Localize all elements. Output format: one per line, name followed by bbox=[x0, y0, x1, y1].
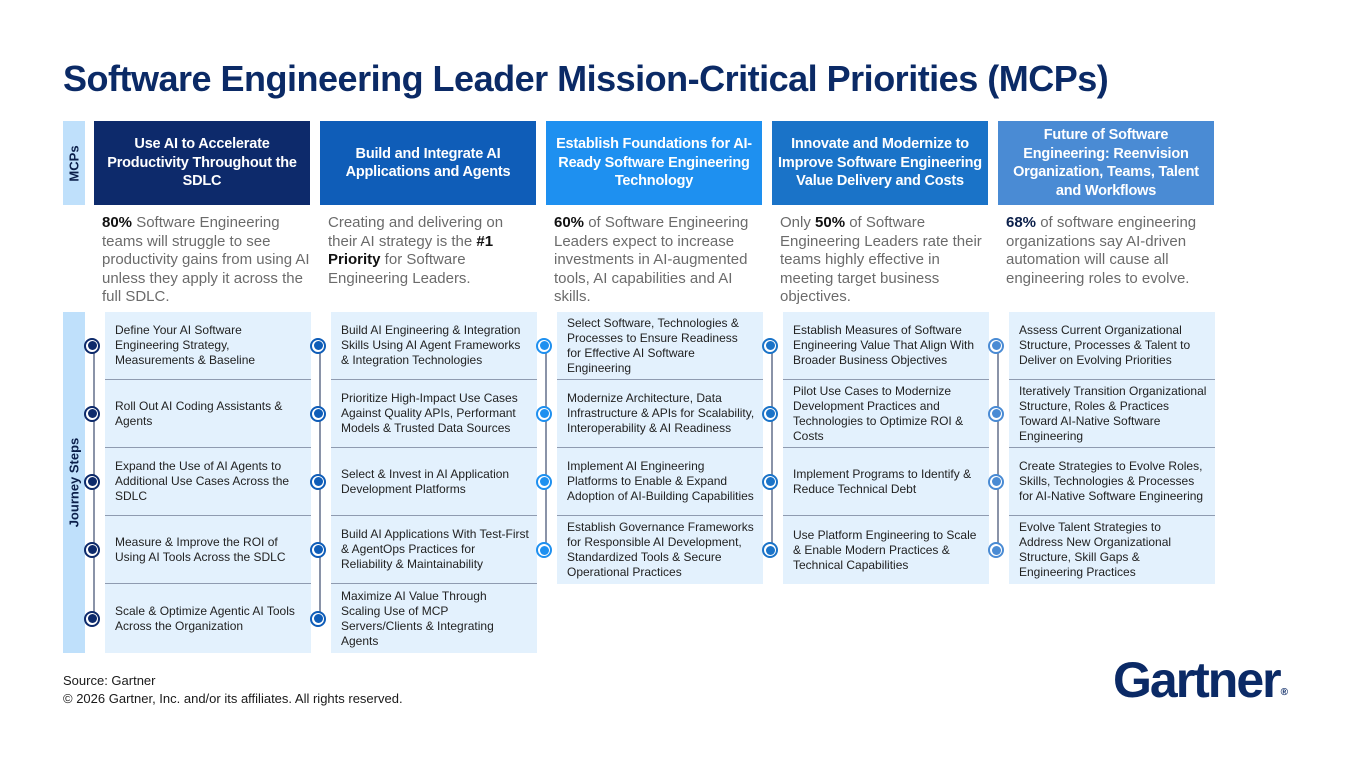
timeline-dot-icon bbox=[988, 542, 1004, 558]
journey-step bbox=[105, 584, 311, 653]
timeline-dot-icon bbox=[762, 542, 778, 558]
journey-step-text: Roll Out AI Coding Assistants & Agents bbox=[115, 398, 283, 428]
stat-prefix: Creating and delivering on their AI strategy is the bbox=[328, 214, 504, 250]
journey-steps-column-3 bbox=[537, 312, 763, 584]
mcp-statistic bbox=[772, 214, 988, 312]
journey-steps-column-4 bbox=[763, 312, 989, 584]
journey-step-text: Iteratively Transition Organizational Structure, Roles & Practices Toward AI-Native Software Engineering bbox=[1019, 383, 1207, 443]
journey-step bbox=[783, 448, 989, 516]
stat-text: of Software Engineering Leaders rate their teams highly effective in meeting target business objectives. bbox=[780, 214, 982, 305]
mcp-statistic bbox=[546, 214, 762, 312]
journey-step bbox=[331, 448, 537, 516]
journey-step-text: Select Software, Technologies & Processes to Ensure Readiness for Effective AI Software Engineering bbox=[567, 315, 739, 375]
stat-text: Software Engineering teams will struggle to see productivity gains from using AI unless they apply it across the full SDLC. bbox=[102, 214, 310, 305]
journey-steps-row-label bbox=[63, 312, 85, 653]
journey-step-text: Establish Measures of Software Engineering Value That Align With Broader Business Objectives bbox=[793, 323, 975, 367]
journey-step bbox=[105, 448, 311, 516]
mcp-statistic bbox=[94, 214, 310, 312]
timeline-line bbox=[771, 346, 773, 550]
journey-step-text: Establish Governance Frameworks for Responsible AI Development, Standardized Tools & Secure Operational Practices bbox=[567, 520, 754, 579]
journey-step-text: Build AI Applications With Test-First & AgentOps Practices for Reliability & Maintainability bbox=[341, 527, 529, 571]
source-text: Source: Gartner bbox=[63, 673, 156, 688]
timeline-dot-icon bbox=[84, 611, 100, 627]
journey-step-text: Create Strategies to Evolve Roles, Skills, Technologies & Processes for AI-Native Software Engineering bbox=[1019, 459, 1204, 503]
timeline-dot-icon bbox=[310, 406, 326, 422]
page-title: Software Engineering Leader Mission-Critical Priorities (MCPs) bbox=[63, 58, 1109, 99]
timeline-dot-icon bbox=[536, 474, 552, 490]
journey-step bbox=[1009, 448, 1215, 516]
journey-steps-column-5 bbox=[989, 312, 1215, 584]
journey-step bbox=[557, 380, 763, 448]
journey-step bbox=[1009, 516, 1215, 584]
timeline-dot-icon bbox=[536, 338, 552, 354]
stat-highlight: 50% bbox=[815, 214, 846, 231]
stat-highlight: 60% bbox=[554, 214, 585, 231]
journey-step-text: Use Platform Engineering to Scale & Enable Modern Practices & Technical Capabilities bbox=[793, 527, 977, 572]
journey-label-text: Journey Steps bbox=[66, 437, 82, 528]
journey-step bbox=[105, 312, 311, 380]
journey-step-text: Implement AI Engineering Platforms to Enable & Expand Adoption of AI-Building Capabilities bbox=[567, 459, 754, 503]
stat-highlight: #1 Priority bbox=[328, 232, 494, 268]
mcp-column-5 bbox=[998, 121, 1214, 312]
journey-step bbox=[557, 448, 763, 516]
timeline-dot-icon bbox=[84, 338, 100, 354]
footer bbox=[63, 672, 403, 708]
stat-text: of software engineering organizations say AI-driven automation will cause all engineering roles to evolve. bbox=[1006, 214, 1197, 287]
journey-step bbox=[331, 584, 537, 653]
mcp-header: Build and Integrate AI Applications and Agents bbox=[320, 121, 536, 205]
journey-step-text: Prioritize High-Impact Use Cases Against Quality APIs, Performant Models & Trusted Data Sources bbox=[341, 391, 518, 435]
timeline-dot-icon bbox=[310, 474, 326, 490]
journey-step bbox=[783, 380, 989, 448]
mcp-column-3 bbox=[546, 121, 762, 312]
timeline-line bbox=[997, 346, 999, 550]
timeline-dot-icon bbox=[84, 474, 100, 490]
timeline-dot-icon bbox=[310, 542, 326, 558]
gartner-logo bbox=[1113, 652, 1288, 723]
timeline-dot-icon bbox=[762, 406, 778, 422]
journey-step bbox=[783, 516, 989, 584]
journey-step bbox=[331, 516, 537, 584]
timeline-line bbox=[545, 346, 547, 550]
timeline-dot-icon bbox=[988, 338, 1004, 354]
journey-step-text: Assess Current Organizational Structure, Processes & Talent to Deliver on Evolving Priorities bbox=[1019, 323, 1191, 367]
journey-step-text: Select & Invest in AI Application Development Platforms bbox=[341, 466, 510, 496]
timeline-dot-icon bbox=[988, 406, 1004, 422]
timeline-dot-icon bbox=[536, 542, 552, 558]
mcp-statistic bbox=[320, 214, 536, 312]
mcps-row-label bbox=[63, 121, 85, 205]
timeline-dot-icon bbox=[762, 474, 778, 490]
mcps-label-text: MCPs bbox=[66, 144, 82, 182]
journey-step-text: Define Your AI Software Engineering Strategy, Measurements & Baseline bbox=[115, 323, 256, 367]
stat-highlight: 80% bbox=[102, 214, 133, 231]
timeline-dot-icon bbox=[310, 611, 326, 627]
journey-step-text: Measure & Improve the ROI of Using AI Tools Across the SDLC bbox=[115, 534, 286, 564]
journey-step-text: Expand the Use of AI Agents to Additional Use Cases Across the SDLC bbox=[115, 459, 290, 503]
stat-text: for Software Engineering Leaders. bbox=[328, 251, 471, 287]
mcp-column-2 bbox=[320, 121, 536, 312]
mcp-header: Future of Software Engineering: Reenvision Organization, Teams, Talent and Workflows bbox=[998, 121, 1214, 205]
journey-step bbox=[105, 516, 311, 584]
journey-step bbox=[557, 312, 763, 380]
mcp-header: Establish Foundations for AI-Ready Software Engineering Technology bbox=[546, 121, 762, 205]
stat-text: of Software Engineering Leaders expect to increase investments in AI-augmented tools, AI capabilities and AI skills. bbox=[554, 214, 749, 305]
mcp-statistic bbox=[998, 214, 1214, 312]
mcp-column-1 bbox=[94, 121, 310, 312]
journey-step-text: Evolve Talent Strategies to Address New Organizational Structure, Skill Gaps & Engineering Practices bbox=[1019, 520, 1172, 579]
stat-prefix: Only bbox=[780, 214, 816, 231]
logo-text: Gartner bbox=[1113, 652, 1280, 708]
journey-step-text: Build AI Engineering & Integration Skills Using AI Agent Frameworks & Integration Technologies bbox=[341, 323, 521, 367]
journey-step-text: Modernize Architecture, Data Infrastructure & APIs for Scalability, Interoperability & AI Readiness bbox=[567, 391, 755, 435]
journey-step bbox=[331, 380, 537, 448]
timeline-dot-icon bbox=[762, 338, 778, 354]
journey-step bbox=[557, 516, 763, 584]
journey-step bbox=[1009, 312, 1215, 380]
registered-mark-icon: ® bbox=[1280, 687, 1288, 698]
journey-steps-column-2 bbox=[311, 312, 537, 653]
timeline-dot-icon bbox=[84, 406, 100, 422]
timeline-dot-icon bbox=[536, 406, 552, 422]
journey-step-text: Maximize AI Value Through Scaling Use of MCP Servers/Clients & Integrating Agents bbox=[341, 588, 494, 648]
journey-step-text: Pilot Use Cases to Modernize Development Practices and Technologies to Optimize ROI & Costs bbox=[793, 383, 964, 443]
stat-highlight: 68% bbox=[1006, 214, 1037, 231]
timeline-dot-icon bbox=[988, 474, 1004, 490]
journey-step bbox=[331, 312, 537, 380]
journey-step-text: Implement Programs to Identify & Reduce Technical Debt bbox=[793, 466, 972, 496]
journey-steps-column-1 bbox=[85, 312, 311, 653]
mcp-header: Innovate and Modernize to Improve Software Engineering Value Delivery and Costs bbox=[772, 121, 988, 205]
mcp-header: Use AI to Accelerate Productivity Throughout the SDLC bbox=[94, 121, 310, 205]
timeline-dot-icon bbox=[310, 338, 326, 354]
journey-step bbox=[783, 312, 989, 380]
journey-step bbox=[105, 380, 311, 448]
timeline-dot-icon bbox=[84, 542, 100, 558]
copyright-text: © 2026 Gartner, Inc. and/or its affiliates. All rights reserved. bbox=[63, 691, 403, 706]
journey-step-text: Scale & Optimize Agentic AI Tools Across the Organization bbox=[115, 603, 295, 633]
journey-step bbox=[1009, 380, 1215, 448]
mcp-column-4 bbox=[772, 121, 988, 312]
